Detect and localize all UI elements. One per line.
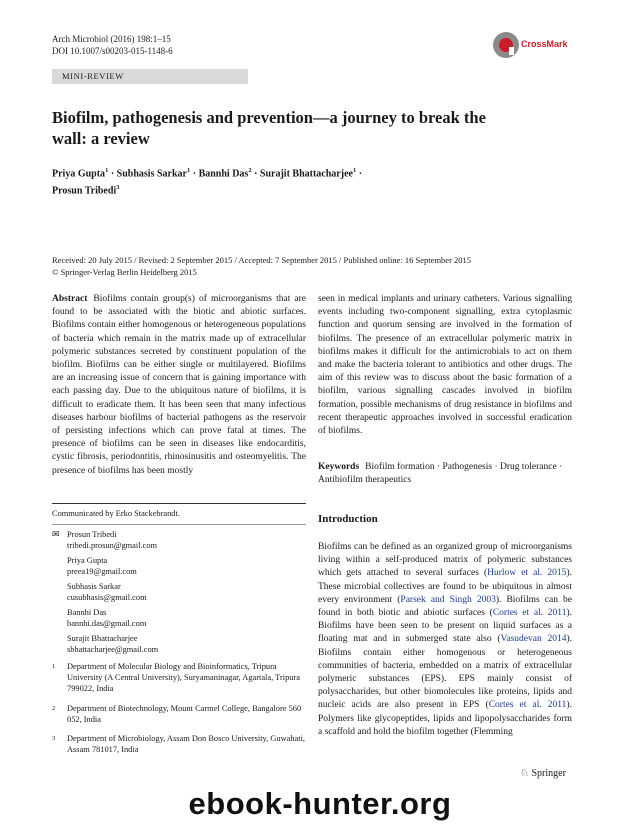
article-title: Biofilm, pathogenesis and prevention—a journey to break the wall: a review [52, 108, 486, 148]
history-dates: Received: 20 July 2015 / Revised: 2 September 2015 / Accepted: 7 September 2015 / Published online: 16 September 2015 [52, 255, 472, 265]
contact-email[interactable]: cusubhasis@gmail.com [67, 593, 147, 603]
keywords-label: Keywords [318, 462, 360, 472]
contact-list [52, 529, 306, 655]
affiliation-entry [52, 733, 306, 759]
author-affiliation-number: 3 [116, 184, 120, 192]
introduction-heading: Introduction [318, 513, 378, 525]
affiliation-list [52, 661, 306, 759]
doi: DOI 10.1007/s00203-015-1148-6 [52, 46, 173, 56]
author-name: Surajit Bhattacharjee [259, 168, 353, 180]
contact-entry [52, 555, 306, 577]
contact-entry [52, 529, 306, 551]
contact-entry [52, 581, 306, 603]
contact-email[interactable]: tribedi.prosun@gmail.com [67, 541, 158, 551]
author-list: Priya Gupta$^1$ · Subhasis Sarkar$^1$ · Bannhi Das$^2$ · Surajit Bhattacharjee$^1$ · Prosun Tribedi$^3$ [52, 167, 363, 197]
introduction-paragraph [318, 541, 572, 739]
keywords-text: Biofilm formation · Pathogenesis · Drug tolerance · Antibiofilm therapeutics [318, 462, 563, 486]
contact-email[interactable]: bannhi.das@gmail.com [67, 619, 147, 629]
crossmark-logo[interactable] [493, 32, 573, 58]
footnote-rule [52, 524, 306, 525]
affiliation-text: Department of Molecular Biology and Bioinformatics, Tripura University (A Central University), Suryamaninagar, Agartala, Tripura 799022, India [67, 662, 300, 694]
citation-link[interactable]: Parsek and Singh 2003 [400, 594, 496, 605]
affiliation-number: 1 [52, 663, 56, 670]
intro-text: ). Biofilms can be found in both biotic and abiotic surfaces ( [318, 594, 572, 619]
journal-citation: Arch Microbiol (2016) 198:1–15 [52, 34, 171, 44]
author-name: Subhasis Sarkar [116, 168, 187, 180]
footnote-rule [52, 503, 306, 504]
crossmark-label: CrossMark [521, 39, 568, 49]
affiliation-entry [52, 661, 306, 697]
springer-horse-icon: ♘ [520, 768, 529, 779]
contact-entry [52, 633, 306, 655]
affiliation-number: 2 [52, 705, 56, 712]
contact-name: Priya Gupta [67, 556, 108, 565]
author-affiliation-number: 1 [186, 167, 191, 174]
author-affiliation-number: 1 [105, 167, 109, 174]
abstract-text-left: Biofilms contain group(s) of microorganisms that are found to be associated with the biotic and abiotic surfaces. Biofilms contain either homogenous or heterogeneous populations of bacteria which remain in the matrix made up of extracellular polymeric substances secreted by constituent population of the biofilm. Biofilms can be either single or multilayered. Biofilms are an increasing issue of concern that is gaining importance with each passing day. Due to the ubiquitous nature of biofilms, it is difficult to eradicate them. It has been seen that many infectious diseases harbour biofilms of bacterial pathogens as the reservoir of persisting infections which can prove fatal at times. The presence of biofilms can be seen in diseases like endocarditis, cystic fibrosis, periodontitis, rhinosinusitis and osteomyelitis. The presence of biofilms has been mostly [52, 294, 306, 476]
citation-link[interactable]: Cortes et al. 2011 [488, 700, 567, 711]
contact-email[interactable]: preea19@gmail.com [67, 567, 137, 577]
intro-text: Biofilms can be defined as an organized group of microorganisms living within a self-produced matrix of polymeric substances which gets attached to several surfaces ( [318, 542, 572, 579]
affiliation-text: Department of Biotechnology, Mount Carmel College, Bangalore 560 052, India [67, 704, 302, 725]
intro-text: ). Biofilms have been seen to be present on liquid surfaces as a floating mat and in submerged state also ( [318, 608, 572, 645]
contact-name: Surajit Bhattacharjee [67, 634, 138, 643]
author-name: Prosun Tribedi [52, 185, 117, 197]
abstract-label: Abstract [52, 294, 88, 304]
intro-text: ). Biofilms contain either homogenous or heterogeneous communities of bacteria, embedded on a matrix of extracellular polymeric substances (EPS). EPS mainly consist of polysaccharides, but other biomolecules like proteins, lipids and nucleic acids are also present in EPS ( [318, 634, 572, 711]
author-affiliation-number: 2 [248, 167, 252, 174]
article-type: MINI-REVIEW [62, 71, 124, 81]
affiliation-entry [52, 703, 306, 729]
contact-email[interactable]: sbhattacharjee@gmail.com [67, 645, 159, 655]
publisher-logo [520, 768, 566, 779]
publication-dates [52, 254, 572, 278]
keywords [318, 461, 572, 487]
publisher-name: Springer [531, 768, 566, 779]
crossmark-icon [493, 32, 519, 58]
contact-entry [52, 607, 306, 629]
communicated-by: Communicated by Erko Stackebrandt. [52, 509, 180, 518]
intro-text: ). These microbial collectives are found to be ubiquitous in almost every environment ( [318, 568, 572, 605]
abstract-right: seen in medical implants and urinary catheters. Various signalling events including two-component signalling, extra cytoplasmic function and quorum sensing are involved in the formation of biofilms. The presence of an extracellular polymeric matrix in biofilms makes it difficult for the antimicrobials to act on them and make the bacteria tolerant to antibiotics and other drugs. The aim of this review was to discuss about the basic formation of a biofilm, various signalling cascades involved in biofilm formation, possible mechanisms of drug resistance in biofilms and recent therapeutic approaches involved in successful eradication of biofilms. [318, 294, 572, 437]
citation-link[interactable]: Vasudevan 2014 [500, 634, 567, 645]
affiliation-text: Department of Microbiology, Assam Don Bosco University, Guwahati, Assam 781017, India [67, 734, 306, 755]
copyright: © Springer-Verlag Berlin Heidelberg 2015 [52, 267, 197, 277]
contact-name: Subhasis Sarkar [67, 582, 121, 591]
affiliation-number: 3 [52, 735, 56, 742]
abstract-left [52, 293, 306, 478]
envelope-icon: ✉ [52, 529, 60, 539]
author-name: Priya Gupta [52, 168, 106, 180]
intro-text: ). Polymers like glycopeptides, lipids and lipopolysaccharides form a scaffold and hold the biofilm together (Flemming [318, 700, 572, 737]
citation-link[interactable]: Hurlow et al. 2015 [487, 568, 567, 579]
watermark: ebook-hunter.org [188, 786, 452, 821]
contact-name: Bannhi Das [67, 608, 107, 617]
citation-link[interactable]: Cortes et al. 2011 [492, 608, 567, 619]
author-affiliation-number: 1 [352, 167, 357, 174]
author-name: Bannhi Das [198, 168, 249, 180]
contact-name: Prosun Tribedi [67, 530, 117, 539]
